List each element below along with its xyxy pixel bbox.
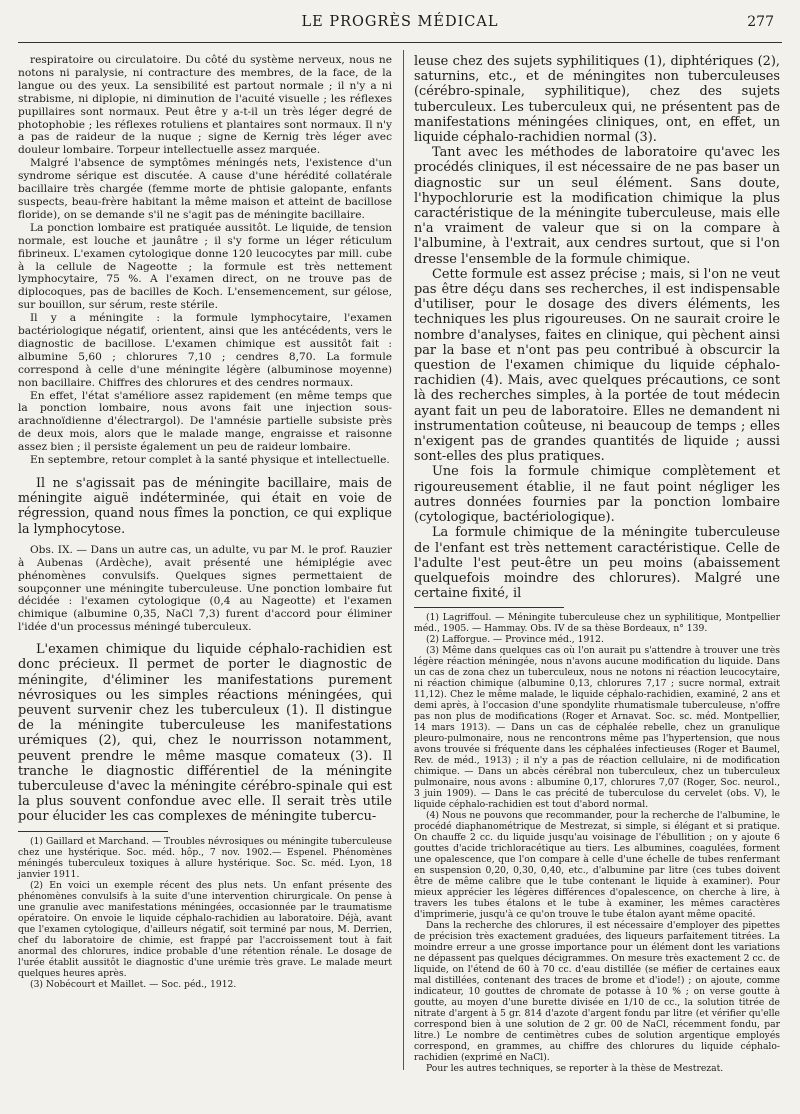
paragraph: L'examen chimique du liquide céphalo-rachidien est donc précieux. Il permet de porter le diagnostic de méningite, d'éliminer les manifestations purement névrosiques ou les simples réactions méningées, qui peuvent survenir chez les tuberculeux (1). Il distingue de la méningite tuberculeuse les manifestations urémiques (2), qui, chez le nourrisson notamment, peuvent prendre le même masque comateux (3). Il tranche le diagnostic différentiel de la méningite tuberculeuse d'avec la méningite cérébro-spinale qui est la plus souvent confondue avec elle. Il serait très utile pour élucider les cas complexes de méningite tubercu- [18, 642, 392, 825]
case-report [18, 54, 392, 467]
paragraph: Malgré l'absence de symptômes méningés nets, l'existence d'un syndrome sérique est discutée. A cause d'une hérédité collatérale bacillaire très chargée (femme morte de phtisie galopante, enfants suspects, beau-frère habitant la même maison et atteint de bacillose floride), on se demande s'il ne s'agit pas de méningite bacillaire. [18, 157, 392, 221]
footnote: (3) Nobécourt et Maillet. — Soc. péd., 1912. [30, 978, 237, 990]
paragraph: La ponction lombaire est pratiquée aussitôt. Le liquide, de tension normale, est louche et jaunâtre ; il s'y forme un léger réticulum fibrineux. L'examen cytologique donne 120 leucocytes par mill. cube à la cellule de Nageotte ; la formule est très nettement lymphocytaire, 75 %. A l'examen direct, on ne trouve pas de diplocoques, pas de bacilles de Koch. L'ensemencement, sur gélose, sur bouillon, sur sérum, reste stérile. [18, 221, 392, 312]
paragraph: En septembre, retour complet à la santé physique et intellectuelle. [30, 454, 390, 467]
running-header [18, 14, 782, 36]
journal-title: LE PROGRÈS MÉDICAL [301, 14, 499, 30]
footnote: Pour les autres techniques, se reporter à la thèse de Mestrezat. [426, 1063, 724, 1075]
paragraph: leuse chez des sujets syphilitiques (1), diphtériques (2), saturnins, etc., et de méningites non tuberculeuses (cérébro-spinale, syphilitique), chez des sujets tuberculeux. Les tuberculeux qui, ne présentent pas de manifestations méningées cliniques, ont, en effet, un liquide céphalo-rachidien normal (3). [414, 54, 780, 146]
footnote: Dans la recherche des chlorures, il est nécessaire d'employer des pipettes de précision très exactement graduées, des liqueurs parfaitement titrées. La moindre erreur a une grosse importance pour un élément dont les variations ne dépassent pas quelques décigrammes. On mesure très exactement 2 cc. de liquide, on l'étend de 60 à 70 cc. d'eau distillée (se méfier de certaines eaux mal distillées, contenant des traces de brome et d'iode!) ; on ajoute, comme indicateur, 10 gouttes de chromate de potasse à 10 % ; on verse goutte à goutte, au moyen d'une burette divisée en 1/10 de cc., la solution titrée de nitrate d'argent à 5 gr. 814 d'azote d'argent fondu par litre (et vérifier qu'elle correspond bien à une solution de 2 gr. 00 de NaCl, récemment fondu, par litre.) Le nombre de centimètres cubes de solution argentique employés correspond, en grammes, au chiffre des chlorures du liquide céphalo-rachidien (exprimé en NaCl). [414, 920, 780, 1064]
right-column [414, 54, 780, 1074]
paragraph: Il ne s'agissait pas de méningite bacillaire, mais de méningite aiguë indéterminée, qui était en voie de régression, quand nous fîmes la ponction, ce qui explique la lymphocytose. [18, 475, 392, 536]
footnote-rule [414, 607, 564, 608]
column-divider [403, 50, 404, 1070]
main-text-left [18, 642, 392, 824]
paragraph: Obs. IX. — Dans un autre cas, un adulte, vu par M. le prof. Rauzier à Aubenas (Ardèche), avait présenté une hémiplégie avec phénomènes convulsifs. Quelques signes permettaient de soupçonner une méningite tuberculeuse. Une ponction lombaire fut décidée : l'examen cytologique (0,4 au Nageotte) et l'examen chimique (albumine 0,35, NaCl 7,3) furent d'accord pour éliminer l'idée d'un processus méningé tuberculeux. [18, 543, 392, 634]
paragraph: Tant avec les méthodes de laboratoire qu'avec les procédés cliniques, il est nécessaire de ne pas baser un diagnostic sur un seul élément. Sans doute, l'hypochlorurie est la modification chimique la plus caractéristique de la méningite tuberculeuse, mais elle n'a vraiment de valeur que si on la compare à l'albumine, à l'extrait, aux cendres surtout, que si l'on dresse l'ensemble de la formule chimique. [414, 145, 780, 267]
footnote: (3) Même dans quelques cas où l'on aurait pu s'attendre à trouver une très légère réaction méningée, nous n'avons aucune modification du liquide. Dans un cas de zona chez un tuberculeux, nous ne notons ni réaction leucocytaire, ni réaction chimique (albumine 0,13, chlorures 7,17 ; sucre normal, extrait 11,12). Chez le même malade, le liquide céphalo-rachidien, examiné, 2 ans et demi après, à l'occasion d'une spondylite rhumatismale tuberculeuse, n'offre pas non plus de modifications (Roger et Arnavat. Soc. sc. méd. Montpellier, 14 mars 1913). — Dans un cas de céphalée rebelle, chez un granulique pleuro-pulmonaire, nous ne rencontrons même pas l'hypertension, que nous avons trouvée si fréquente dans les céphalées infectieuses (Roger et Baumel, Rev. de méd., 1913) ; il n'y a pas de réaction cellulaire, ni de modification chimique. — Dans un abcès cérébral non tuberculeux, chez un tuberculeux pulmonaire, nous avons : albumine 0,17, chlorures 7,07 (Roger, Soc. neurol., 3 juin 1909). — Dans le cas précité de tuberculose du cervelet (obs. V), le liquide céphalo-rachidien est tout d'abord normal. [414, 645, 780, 811]
paragraph: respiratoire ou circulatoire. Du côté du système nerveux, nous ne notons ni paralysie, ni contracture des membres, de la face, de la langue ou des yeux. La sensibilité est partout normale ; il n'y a ni strabisme, ni diplopie, ni diminution de l'acuité visuelle ; les réflexes pupillaires sont normaux. Peut être y a-t-il un très léger degré de photophobie ; les réflexes rotuliens et plantaires sont normaux. Il n'y a pas de raideur de la nuque ; signe de Kernig très léger avec douleur lombaire. Torpeur intellectuelle assez marquée. [18, 54, 392, 157]
main-text-right [414, 54, 780, 601]
footnote: (2) Lafforgue. — Province méd., 1912. [426, 634, 604, 646]
observation-ix [18, 544, 392, 634]
page-number: 277 [747, 14, 774, 30]
footnote: (2) En voici un exemple récent des plus nets. Un enfant présente des phénomènes convulsifs à la suite d'une intervention chirurgicale. On pense à une granulie avec manifestations méningées, occasionnée par le traumatisme opératoire. On envoie le liquide céphalo-rachidien au laboratoire. Déjà, avant que l'examen cytologique, d'ailleurs négatif, soit terminé par nous, M. Derrien, chef du laboratoire de chimie, est frappé par l'accroissement tout à fait anormal des chlorures, indice probable d'une rétention rénale. Le dosage de l'urée établit aussitôt le diagnostic d'une urémie très grave. Le malade meurt quelques heures après. [18, 879, 392, 979]
footnote: (1) Lagriffoul. — Méningite tuberculeuse chez un syphilitique, Montpellier méd., 1905. — Hammay. Obs. IV de sa thèse Bordeaux, n° 139. [414, 612, 780, 635]
case-conclusion [18, 475, 392, 536]
footnotes-left [18, 836, 392, 990]
footnotes-right [414, 612, 780, 1074]
footnote-rule [18, 831, 168, 832]
footnote: (1) Gaillard et Marchand. — Troubles névrosiques ou méningite tuberculeuse chez une hystérique. Soc. méd. hôp., 7 nov. 1902.— Espenel. Phénomènes méningés tuberculeux toxiques à allure hystérique. Soc. Sc. méd. Lyon, 18 janvier 1911. [18, 835, 392, 880]
paragraph: En effet, l'état s'améliore assez rapidement (en même temps que la ponction lombaire, nous avons fait une injection sous-arachnoïdienne d'électrargol). De l'amnésie partielle subsiste près de deux mois, alors que le malade mange, engraisse et raisonne assez bien ; il persiste également un peu de raideur lombaire. [18, 389, 392, 454]
paragraph: Il y a méningite : la formule lymphocytaire, l'examen bactériologique négatif, orientent, ainsi que les antécédents, vers le diagnostic de bacillose. L'examen chimique est aussitôt fait : albumine 5,60 ; chlorures 7,10 ; cendres 8,70. La formule correspond à celle d'une méningite légère (albuminose moyenne) non bacillaire. Chiffres des chlorures et des cendres normaux. [18, 312, 392, 389]
footnote: (4) Nous ne pouvons que recommander, pour la recherche de l'albumine, le procédé diaphanométrique de Mestrezat, si simple, si élégant et si pratique. On chauffe 2 cc. du liquide jusqu'au voisinage de l'ébullition ; on y ajoute 6 gouttes d'acide trichloracétique au tiers. Les albumines, coagulées, forment une opalescence, que l'on compare à celle d'une échelle de tubes renfermant en suspension 0,20, 0,30, 0,40, etc., d'albumine par litre (ces tubes doivent être de même calibre que le tube contenant le liquide à examiner). Pour mieux apprécier les légères différences d'opalescence, on cherche à lire, à travers les tubes étalons et le tube à examiner, les mêmes caractères d'imprimerie, jusqu'à ce qu'on trouve le tube étalon ayant même opacité. [414, 810, 780, 921]
left-column [18, 54, 392, 990]
paragraph: Cette formule est assez précise ; mais, si l'on ne veut pas être déçu dans ses recherches, il est indispensable d'utiliser, pour le dosage des divers éléments, les techniques les plus rigoureuses. On ne saurait croire le nombre d'analyses, faites en clinique, qui pèchent ainsi par la base et n'ont pas peu contribué à obscurcir la question de l'examen chimique du liquide céphalo-rachidien (4). Mais, avec quelques précautions, ce sont là des recherches simples, à la portée de tout médecin ayant fait un peu de laboratoire. Elles ne demandent ni instrumentation coûteuse, ni beaucoup de temps ; elles n'exigent pas de grandes quantités de liquide ; aussi sont-elles des plus pratiques. [414, 266, 780, 465]
header-rule [18, 42, 782, 43]
paragraph: La formule chimique de la méningite tuberculeuse de l'enfant est très nettement caractéristique. Celle de l'adulte l'est peut-être un peu moins (abaissement quelquefois moindre des chlorures). Malgré une certaine fixité, il [414, 525, 780, 602]
paragraph: Une fois la formule chimique complètement et rigoureusement établie, il ne faut point négliger les autres données fournies par la ponction lombaire (cytologique, bactériologique). [414, 464, 780, 526]
